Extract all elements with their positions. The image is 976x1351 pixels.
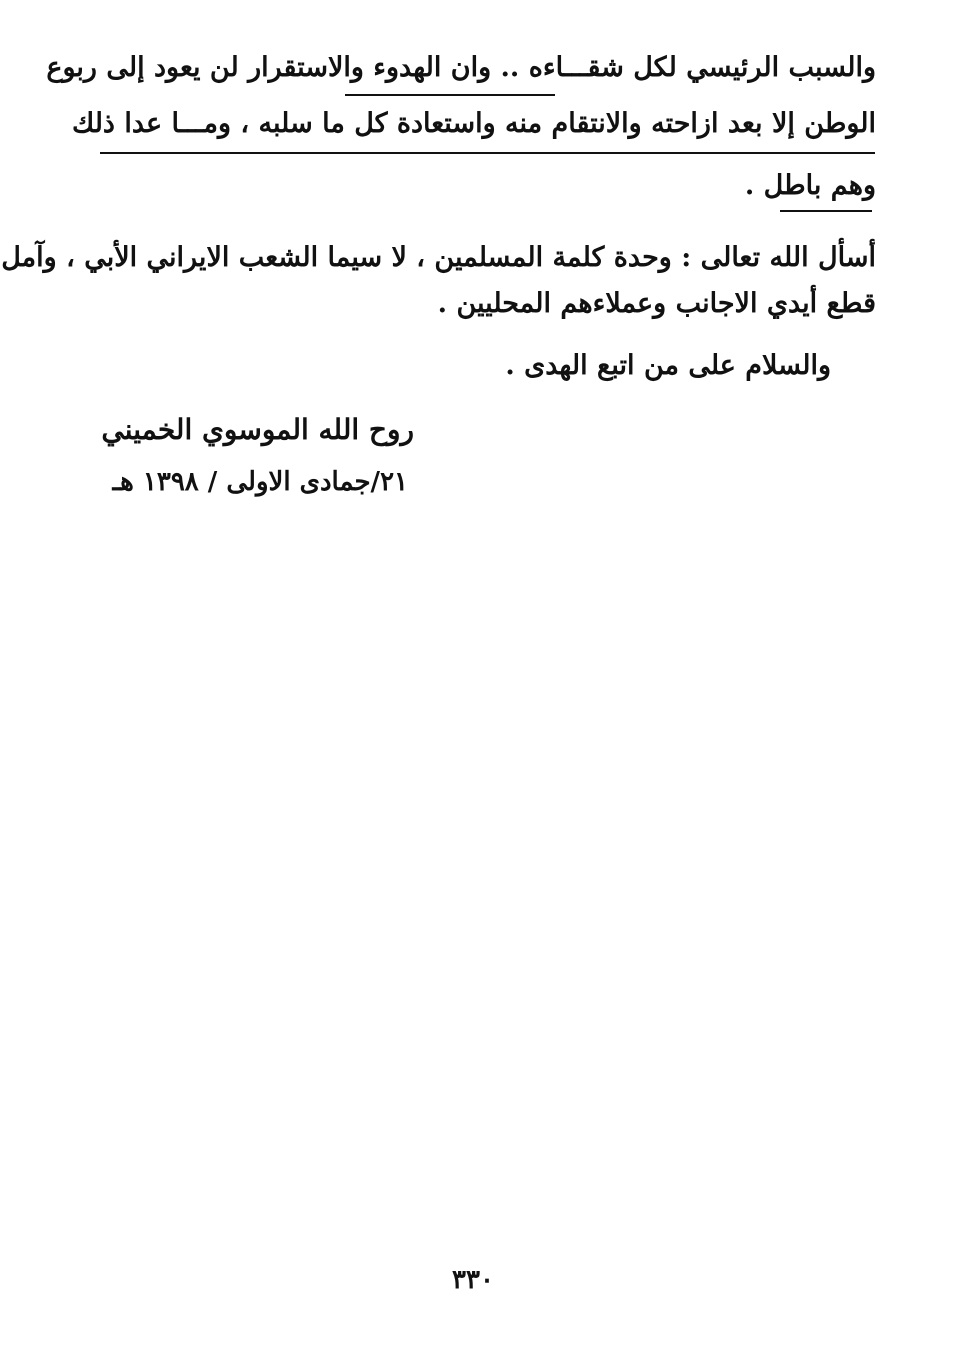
paragraph-1-line-3: وهم باطل .	[744, 170, 876, 201]
underline-rule	[780, 210, 872, 212]
page-number: ٣٣٠	[452, 1265, 494, 1295]
closing-greeting: والسلام على من اتبع الهدى .	[505, 350, 831, 381]
underline-rule	[100, 152, 875, 154]
signature-date: ٢١/جمادى الاولى / ١٣٩٨ هـ	[112, 467, 408, 497]
paragraph-2-line-2: قطع أيدي الاجانب وعملاءهم المحليين .	[437, 288, 876, 319]
paragraph-1-line-1: والسبب الرئيسي لكل شقـــاءه .. وان الهدوء والاستقرار لن يعود إلى ربوع	[46, 52, 876, 83]
signature-name: روح الله الموسوي الخميني	[101, 413, 414, 446]
paragraph-1-line-2: الوطن إلا بعد ازاحته والانتقام منه واستعادة كل ما سلبه ، ومـــا عدا ذلك	[71, 108, 876, 139]
underline-rule	[345, 94, 555, 96]
paragraph-2-line-1: أسأل الله تعالى : وحدة كلمة المسلمين ، لا سيما الشعب الايراني الأبي ، وآمل	[1, 242, 876, 273]
